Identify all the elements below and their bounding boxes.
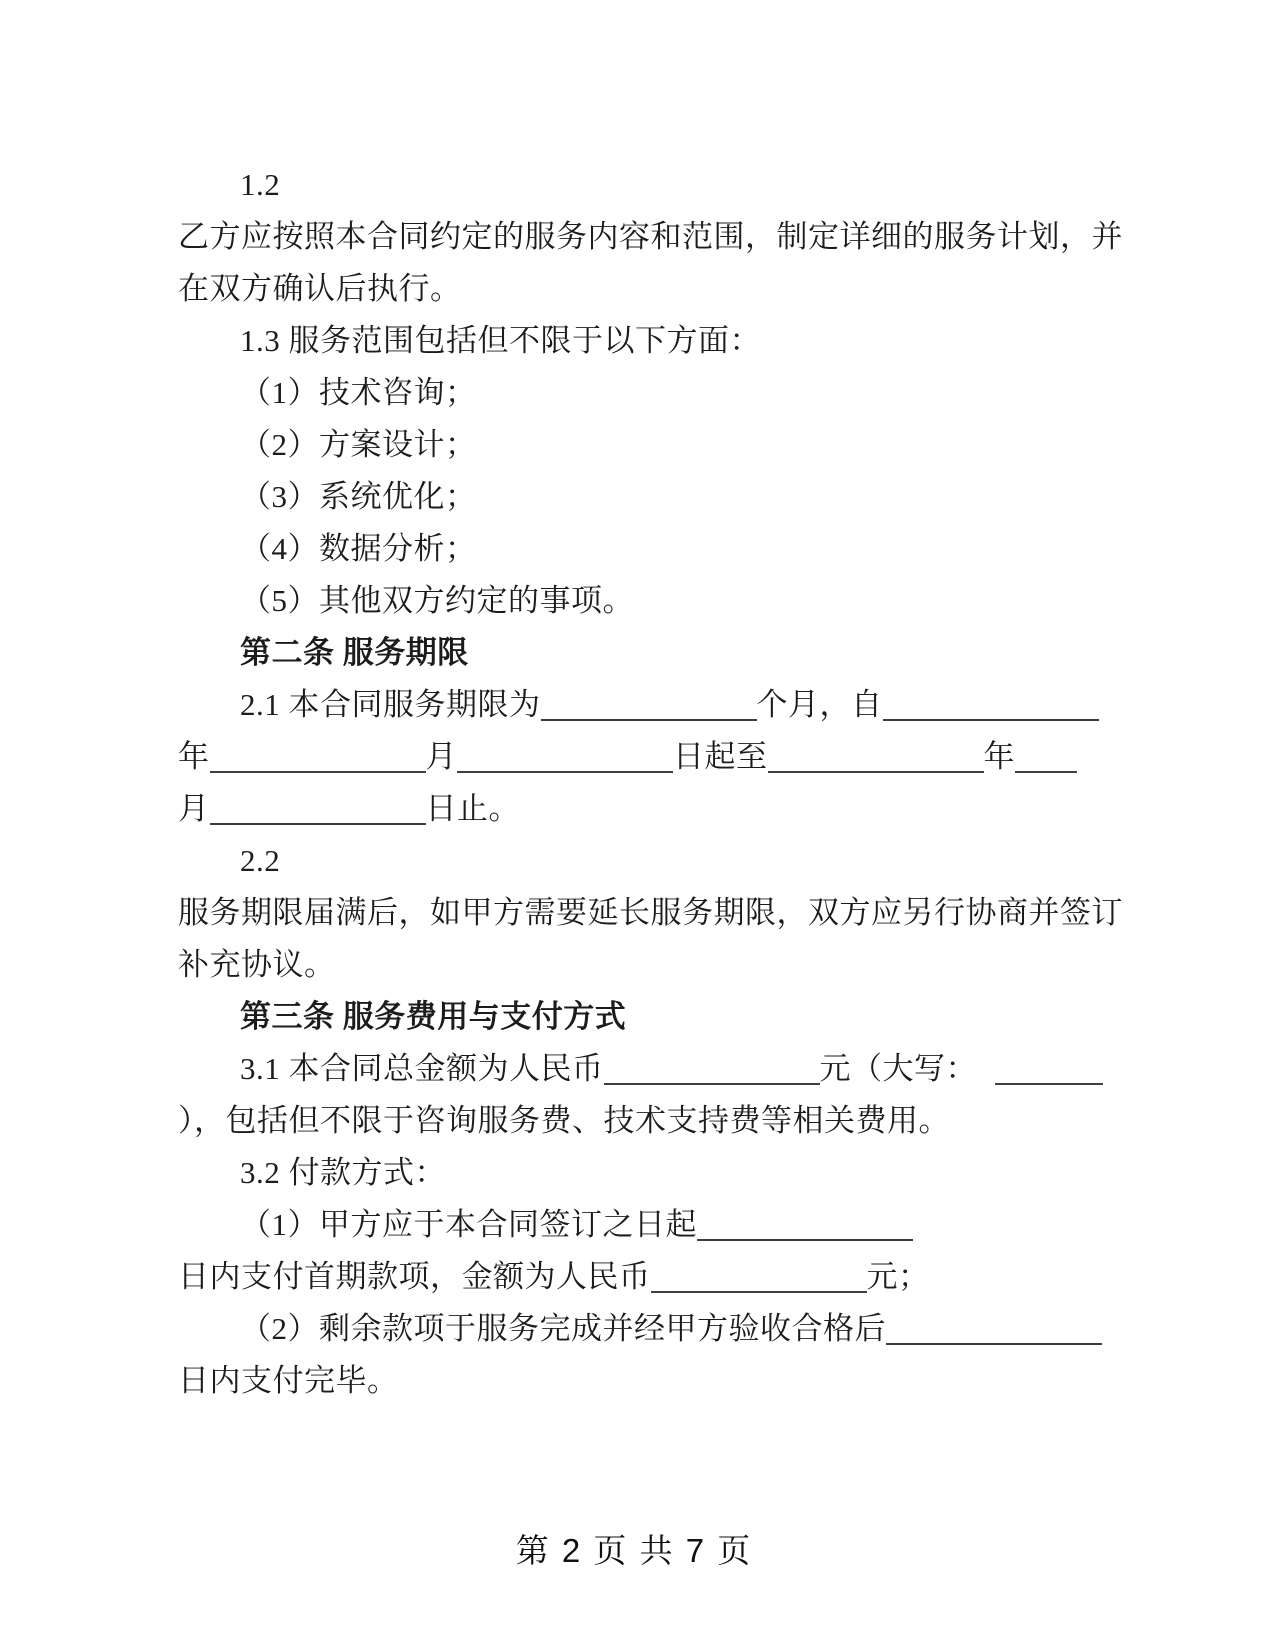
document-line [178,523,1090,575]
text-run: 日起至 [673,739,768,774]
document-line [178,1355,1090,1407]
text-run: 日止。 [425,791,520,826]
document-line [178,419,1090,471]
fill-in-blank [883,688,1099,721]
fill-in-blank [1015,740,1077,773]
text-run: 1.3 服务范围包括但不限于以下方面： [240,323,761,358]
text-run: 服务期限届满后，如甲方需要延长服务期限，双方应另行协商并签订 [178,895,1123,930]
text-run: 元（大写： [819,1051,977,1086]
text-run: 日内支付首期款项，金额为人民币 [178,1259,651,1294]
section-heading [178,991,1090,1043]
fill-in-blank [697,1208,913,1241]
text-run: 1.2 [240,167,281,202]
document-line [178,939,1090,991]
page-footer [178,1525,1090,1572]
text-run: （1）甲方应于本合同签订之日起 [240,1207,697,1242]
fill-in-blank [886,1312,1102,1345]
document-line [178,1147,1090,1199]
fill-in-blank [210,792,426,825]
text-run: 乙方应按照本合同约定的服务内容和范围，制定详细的服务计划，并 [178,219,1123,254]
spacer [977,1078,995,1079]
text-run: 个月，自 [756,687,883,722]
text-run: 年 [178,739,210,774]
text-run: （5）其他双方约定的事项。 [240,583,634,618]
text-run: 2.1 本合同服务期限为 [240,687,541,722]
document-line [178,1199,1090,1251]
document-line [178,211,1123,263]
document-line [178,679,1090,731]
document-line [178,887,1123,939]
text-run: 年 [983,739,1015,774]
fill-in-blank [995,1052,1103,1085]
text-run: 在双方确认后执行。 [178,271,462,306]
fill-in-blank [651,1260,867,1293]
text-run: 3.2 付款方式： [240,1155,446,1190]
document-line [178,1095,1090,1147]
document-line [178,263,1090,315]
fill-in-blank [604,1052,820,1085]
document-line [178,731,1090,783]
text-run: （2）方案设计； [240,427,477,462]
document-line [178,315,1090,367]
document-line [178,367,1090,419]
fill-in-blank [768,740,984,773]
page-number: 第 2 页 共 7 页 [515,1532,753,1569]
document-line [178,575,1090,627]
text-run: （4）数据分析； [240,531,477,566]
text-run: 第二条 服务期限 [240,635,469,670]
text-run: 月 [425,739,457,774]
text-run: 月 [178,791,210,826]
document-line [178,471,1090,523]
text-run: 补充协议。 [178,947,336,982]
document-line [178,1303,1090,1355]
fill-in-blank [541,688,757,721]
document-line [178,159,1090,211]
fill-in-blank [210,740,426,773]
text-run: 元； [866,1259,930,1294]
text-run: （2）剩余款项于服务完成并经甲方验收合格后 [240,1311,886,1346]
document-line [178,1251,1090,1303]
document-line [178,1043,1090,1095]
document-line [178,783,1090,835]
text-run: 3.1 本合同总金额为人民币 [240,1051,604,1086]
fill-in-blank [457,740,673,773]
text-run: 日内支付完毕。 [178,1363,399,1398]
text-run: （3）系统优化； [240,479,477,514]
text-run: 第三条 服务费用与支付方式 [240,999,627,1034]
text-run: ），包括但不限于咨询服务费、技术支持费等相关费用。 [178,1103,950,1138]
document-line [178,835,1090,887]
text-run: （1）技术咨询； [240,375,477,410]
text-run: 2.2 [240,843,281,878]
contract-body [178,159,1123,1407]
section-heading [178,627,1090,679]
